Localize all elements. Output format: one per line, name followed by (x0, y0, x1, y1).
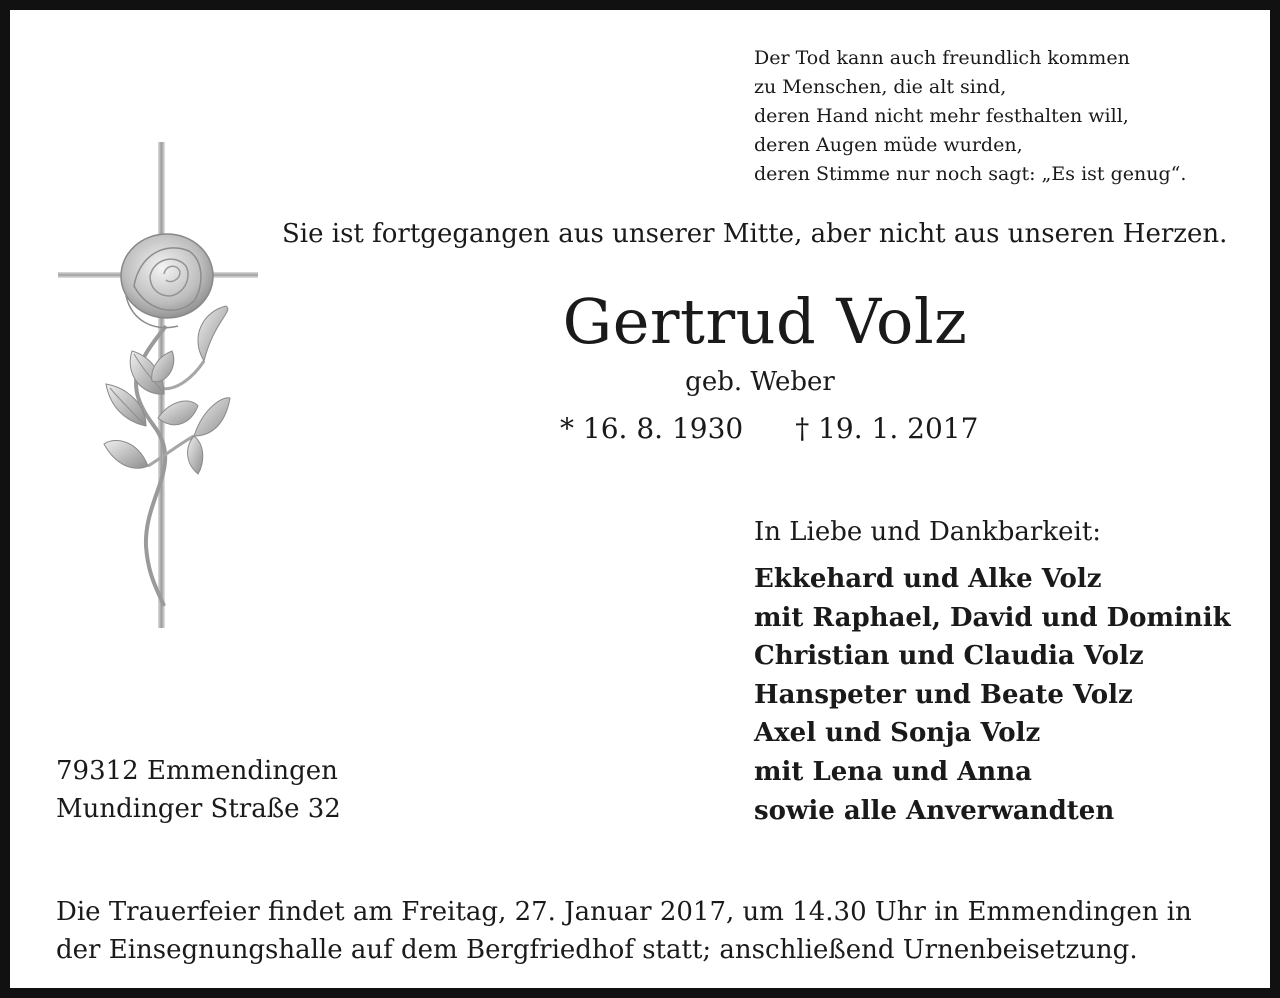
poem-line: deren Hand nicht mehr festhalten will, (754, 105, 1129, 127)
address (56, 752, 341, 828)
list-item: sowie alle Anverwandten (754, 795, 1115, 826)
mourners-list (754, 560, 1231, 830)
poem-line: Der Tod kann auch freundlich kommen (754, 47, 1130, 69)
thanks-label: In Liebe und Dankbarkeit: (754, 517, 1102, 547)
cross-with-rose-icon (54, 136, 262, 636)
funeral-line: Die Trauerfeier findet am Freitag, 27. Januar 2017, um 14.30 Uhr in Emmendingen in (56, 897, 1192, 927)
list-item: Christian und Claudia Volz (754, 641, 1144, 672)
list-item: mit Lena und Anna (754, 756, 1032, 787)
list-item: Ekkehard und Alke Volz (754, 564, 1102, 594)
list-item: Hanspeter und Beate Volz (754, 679, 1133, 710)
list-item: Axel und Sonja Volz (754, 718, 1041, 749)
address-city: 79312 Emmendingen (56, 756, 338, 786)
list-item: mit Raphael, David und Dominik (754, 602, 1231, 633)
address-street: Mundinger Straße 32 (56, 794, 341, 824)
death-date: † 19. 1. 2017 (795, 412, 979, 445)
poem-line: zu Menschen, die alt sind, (754, 76, 1007, 98)
funeral-notice (56, 893, 1251, 969)
poem-line: deren Stimme nur noch sagt: „Es ist genug“. (754, 163, 1187, 185)
motto: Sie ist fortgegangen aus unserer Mitte, aber nicht aus unseren Herzen. (282, 219, 1228, 249)
maiden-name: geb. Weber (685, 367, 835, 397)
life-dates (560, 410, 978, 448)
poem-line: deren Augen müde wurden, (754, 134, 1023, 156)
poem (754, 44, 1254, 189)
deceased-name: Gertrud Volz (562, 285, 968, 358)
birth-date: * 16. 8. 1930 (560, 412, 744, 445)
funeral-line: der Einsegnungshalle auf dem Bergfriedhof statt; anschließend Urnenbeisetzung. (56, 935, 1138, 965)
